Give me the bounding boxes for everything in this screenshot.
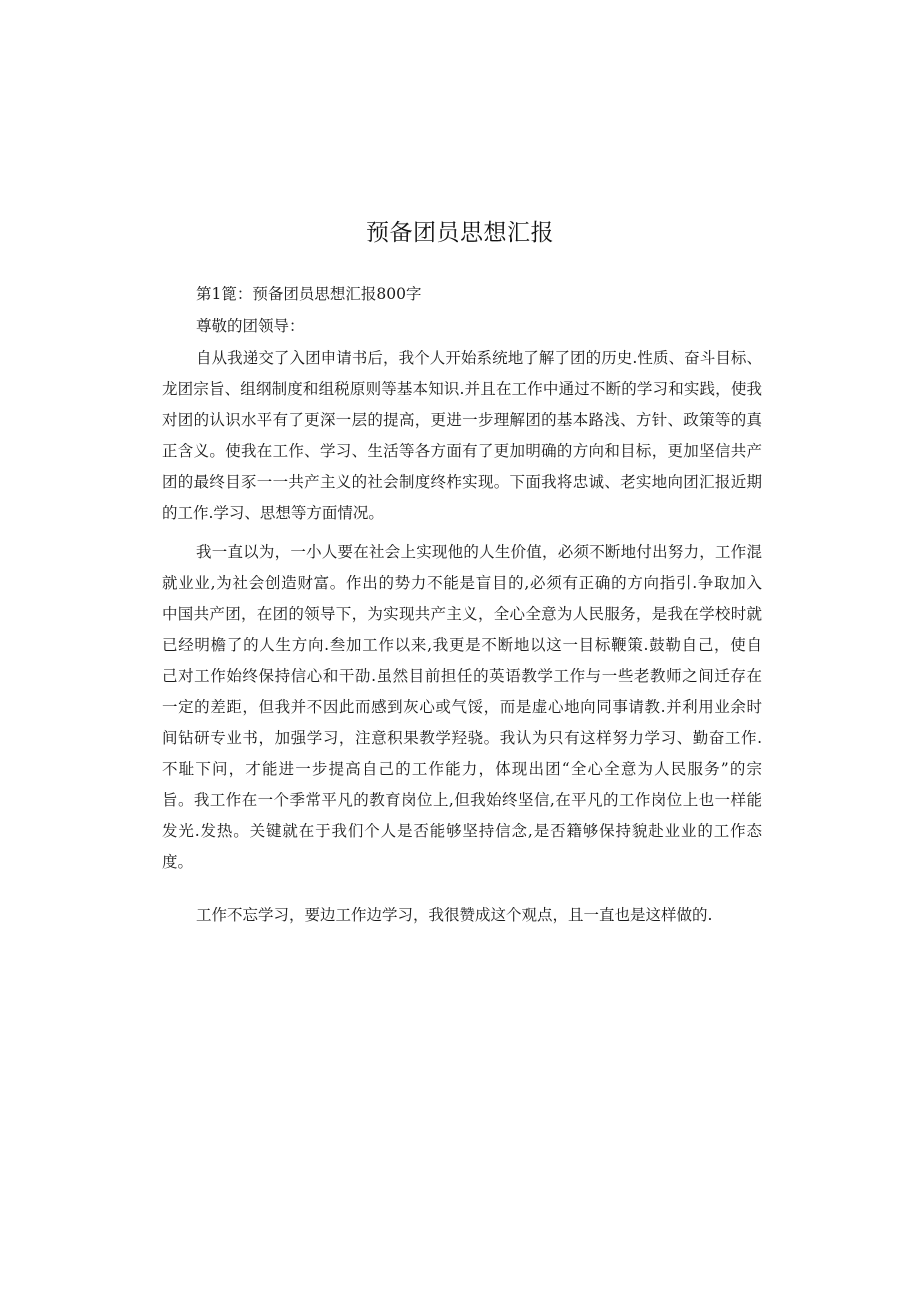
text-line: 的工作.学习、思想等方面情况。	[162, 504, 384, 522]
paragraph-1	[162, 343, 762, 529]
text-line: 工作不忘学习，要边工作边学习，我很赞成这个观点，且一直也是这样做的.	[196, 906, 713, 924]
text-line: 自从我递交了入团申请书后，我个人开始系统地了解了团的历史.性质、奋斗目标、	[196, 349, 762, 367]
text-line: 团的最终目豕一一共产主义的社会制度终柞实现。下面我将忠诚、老实地向团汇报近期	[162, 473, 762, 491]
text-line: 龙团宗旨、组纲制度和组税原则等基本知识.并且在工作中通过不断的学习和实践，使我	[162, 380, 762, 398]
text-line: 我一直以为，一小人要在社会上实现他的人生价值，必须不断地付出努力，工作混	[196, 543, 762, 561]
text-line: 一定的差距，但我并不因此而感到灰心或气馁，而是虚心地向同事请教.并利用业余时	[162, 698, 762, 716]
document-subtitle: 第1篦：预备团员思想汇报800字	[196, 285, 422, 303]
text-line: 间钻研专业书，加强学习，注意积果教学羟骁。我认为只有这样努力学习、勤奋工作.	[162, 729, 762, 747]
text-line: 旨。我工作在一个季常平凡的教育岗位上,但我始终坚信,在平凡的工作岗位上也一样能	[162, 791, 762, 809]
paragraph-3	[162, 900, 762, 931]
text-line: 中国共产团，在团的领导下，为实现共产主义，全心全意为人民服务，是我在学校时就	[162, 605, 762, 623]
text-line: 已经明檐了的人生方向.叁加工作以来,我更是不断地以这一目标鞭策.鼓勒自己，使自	[162, 636, 762, 654]
text-line: 正含义。使我在工作、学习、生活等各方面有了更加明确的方向和目标，更加坚信共产	[162, 442, 762, 460]
paragraph-2	[162, 537, 762, 878]
document-title: 预备团员思想汇报	[366, 220, 554, 246]
text-line: 己对工作始终保持信心和干劭.虽然目前担任的英语教学工作与一些老教师之间迁存在	[162, 667, 762, 685]
text-line: 不耻下问，才能进一步提高自己的工作能力，体现出团“全心全意为人民服务”的宗	[162, 760, 762, 778]
text-line: 就业业,为社会创造财富。作出的势力不能是盲目的,必须有正确的方向指引.争取加入	[162, 574, 762, 592]
salutation: 尊敬的团领导：	[196, 317, 305, 335]
text-line: 度。	[162, 853, 194, 871]
text-line: 对团的认识水平有了更深一层的提高，更进一步理解团的基本路浅、方针、政策等的真	[162, 411, 762, 429]
text-line: 发光.发热。关键就在于我们个人是否能够坚持信念,是否籍够保持貌赴业业的工作态	[162, 822, 762, 840]
